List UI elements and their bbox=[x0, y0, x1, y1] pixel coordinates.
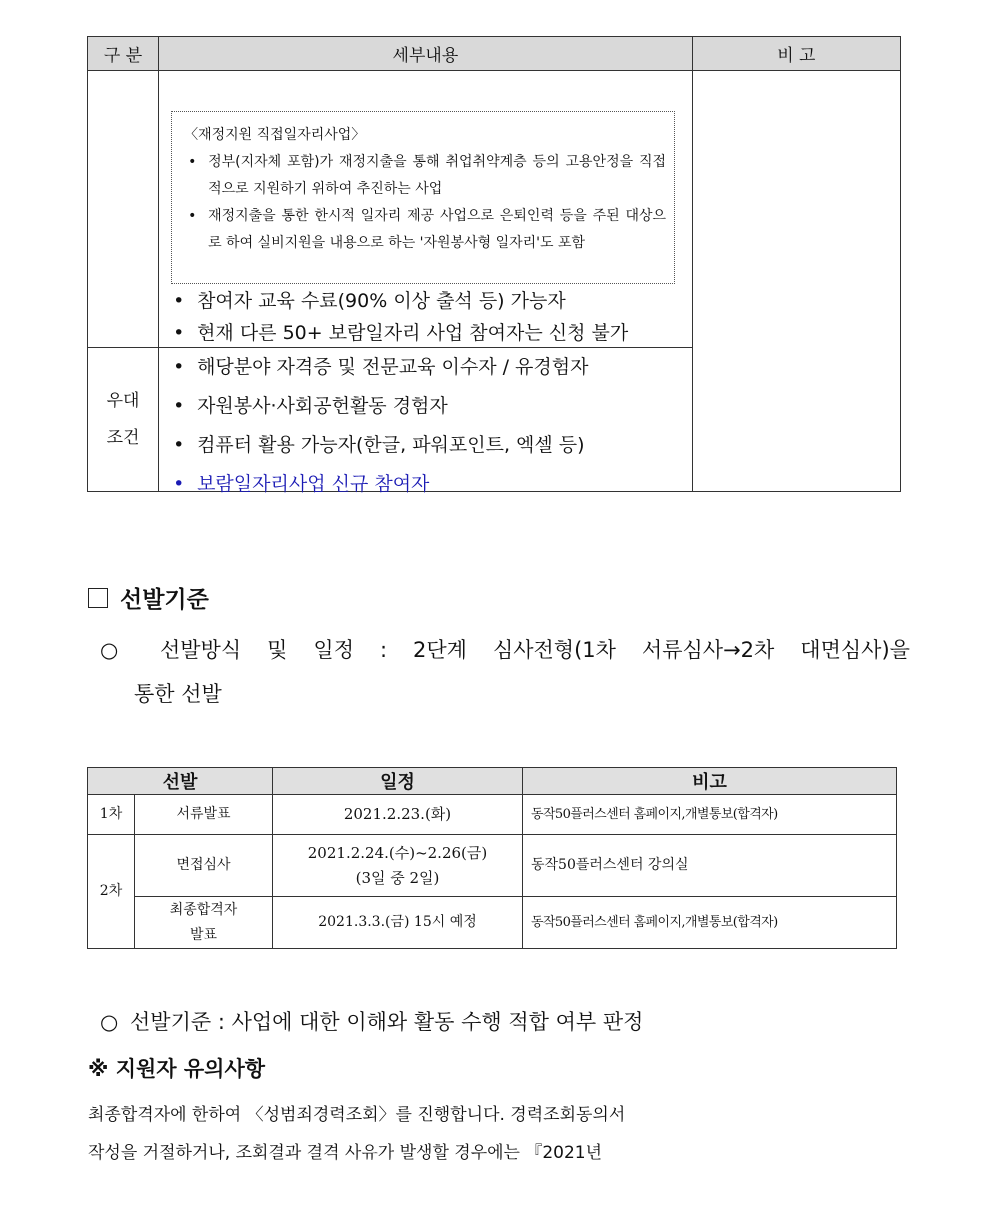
section-heading-text: 선발기준 bbox=[120, 587, 209, 613]
step-line: 발표 bbox=[189, 926, 218, 943]
step-line: 최종합격자 bbox=[169, 901, 238, 918]
selection-criteria-text: 선발기준 : 사업에 대한 이해와 활동 수행 적합 여부 판정 bbox=[130, 1010, 644, 1034]
preferred-list bbox=[159, 348, 588, 504]
definition-title: 〈재정지원 직접일자리사업〉 bbox=[184, 127, 366, 143]
method-word: 서류심사→2차 bbox=[641, 638, 775, 662]
body-line: 최종합격자에 한하여 〈성범죄경력조회〉를 진행합니다. 경력조회동의서 bbox=[88, 1105, 626, 1125]
table-row bbox=[88, 795, 897, 835]
body-line: 작성을 거절하거나, 조회결과 결격 사유가 발생할 경우에는 『2021년 bbox=[88, 1143, 603, 1163]
step-cell bbox=[135, 897, 273, 949]
header-remarks: 비 고 bbox=[692, 37, 900, 71]
preferred-label-line: 조건 bbox=[106, 427, 140, 448]
definition-box bbox=[171, 111, 675, 284]
header-details: 세부내용 bbox=[159, 37, 693, 71]
circle-bullet-icon: ○ bbox=[100, 638, 119, 662]
checkbox-square-icon bbox=[88, 588, 108, 608]
date-cell: 2021.2.23.(화) bbox=[273, 795, 523, 835]
note-cell: 동작50플러스센터 강의실 bbox=[523, 835, 897, 897]
method-word: 및 bbox=[267, 638, 288, 662]
definition-item: • 정부(지자체 포함)가 재정지출을 통해 취업취약계층 등의 고용안정을 직접적으로 지원하기 위하여 추진하는 사업 bbox=[184, 149, 666, 203]
step-cell: 면접심사 bbox=[135, 835, 273, 897]
method-word: 2단계 bbox=[413, 638, 467, 662]
category-cell-empty bbox=[88, 71, 159, 348]
date-line: (3일 중 2일) bbox=[355, 868, 440, 887]
details-cell-preferred bbox=[159, 348, 693, 495]
table-header-row bbox=[88, 768, 897, 795]
remarks-cell bbox=[692, 71, 900, 492]
eligibility-table bbox=[87, 36, 901, 495]
circle-bullet-icon: ○ bbox=[100, 1010, 119, 1034]
preferred-item-highlight: • 보람일자리사업 신규 참여자 bbox=[159, 465, 588, 504]
condition-item: • 현재 다른 50+ 보람일자리 사업 참여자는 신청 불가 bbox=[159, 317, 628, 349]
definition-list bbox=[184, 149, 666, 257]
method-word: 대면심사)을 bbox=[800, 638, 910, 662]
table-header-row bbox=[88, 37, 901, 71]
note-cell: 동작50플러스센터 홈페이지,개별통보(합격자) bbox=[523, 795, 897, 835]
selection-method-line2: 통한 선발 bbox=[134, 682, 222, 706]
definition-item: • 재정지출을 통한 한시적 일자리 제공 사업으로 은퇴인력 등을 주된 대상으로 하여 실비지원을 내용으로 하는 '자원봉사형 일자리'도 포함 bbox=[184, 203, 666, 257]
method-word: 선발방식 bbox=[159, 638, 242, 662]
header-category: 구 분 bbox=[88, 37, 159, 71]
table-row-conditions bbox=[88, 71, 901, 348]
preferred-item: • 자원봉사·사회공헌활동 경험자 bbox=[159, 387, 588, 426]
caution-body bbox=[88, 1096, 625, 1172]
table-row bbox=[88, 897, 897, 949]
date-cell bbox=[273, 835, 523, 897]
stage-cell: 1차 bbox=[88, 795, 135, 835]
header-schedule: 일정 bbox=[273, 768, 523, 795]
note-cell: 동작50플러스센터 홈페이지,개별통보(합격자) bbox=[523, 897, 897, 949]
preferred-item: • 해당분야 자격증 및 전문교육 이수자 / 유경험자 bbox=[159, 348, 588, 387]
method-word: : bbox=[379, 638, 388, 662]
method-word: 일정 bbox=[313, 638, 354, 662]
preferred-label-line: 우대 bbox=[106, 390, 140, 411]
section-heading bbox=[88, 581, 209, 614]
condition-item: • 참여자 교육 수료(90% 이상 출석 등) 가능자 bbox=[159, 285, 628, 317]
header-selection: 선발 bbox=[88, 768, 273, 795]
details-cell-conditions bbox=[159, 71, 693, 348]
selection-criteria bbox=[100, 1006, 643, 1036]
selection-method-line1 bbox=[100, 628, 910, 672]
preferred-item: • 컴퓨터 활용 가능자(한글, 파워포인트, 엑셀 등) bbox=[159, 426, 588, 465]
step-cell: 서류발표 bbox=[135, 795, 273, 835]
date-cell: 2021.3.3.(금) 15시 예정 bbox=[273, 897, 523, 949]
table-row bbox=[88, 835, 897, 897]
method-word: 심사전형(1차 bbox=[492, 638, 616, 662]
conditions-list bbox=[159, 285, 628, 349]
stage-cell: 2차 bbox=[88, 835, 135, 949]
schedule-table bbox=[87, 767, 897, 949]
caution-heading: ※ 지원자 유의사항 bbox=[88, 1057, 266, 1081]
preferred-label bbox=[88, 348, 159, 492]
header-note: 비고 bbox=[523, 768, 897, 795]
date-line: 2021.2.24.(수)~2.26(금) bbox=[307, 843, 488, 862]
selection-method bbox=[100, 628, 910, 716]
